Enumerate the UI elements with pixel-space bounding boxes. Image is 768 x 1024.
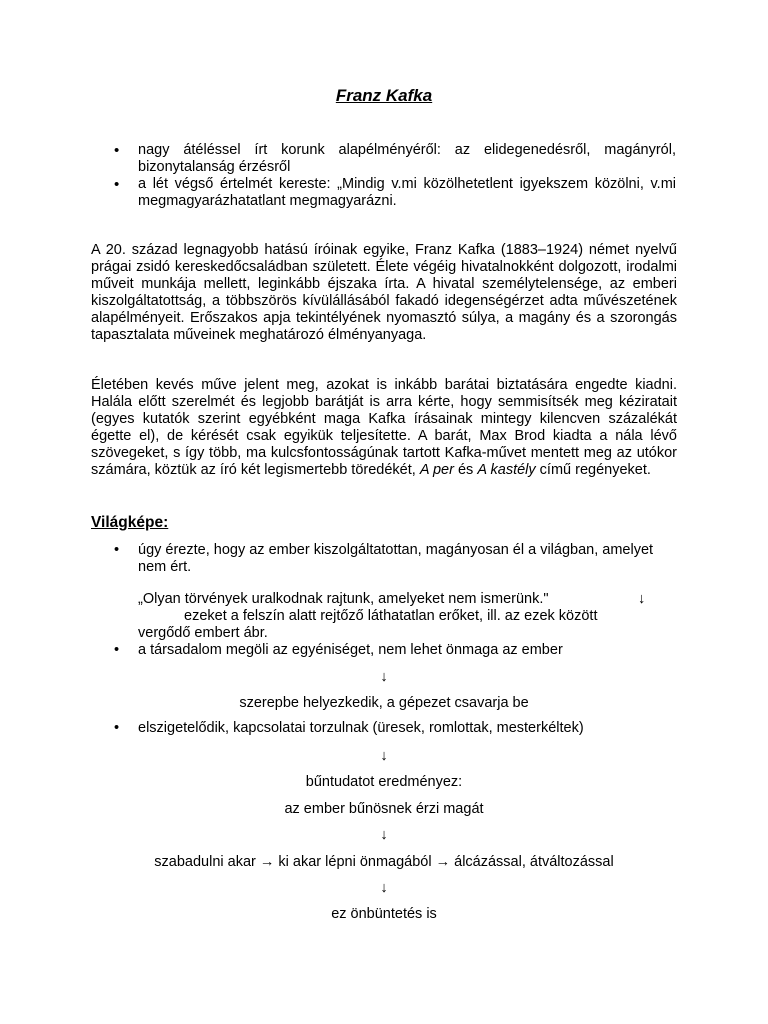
role-line: szerepbe helyezkedik, a gépezet csavarja be [239, 695, 529, 711]
worldview-bullet-2-text: a társadalom megöli az egyéniséget, nem lehet önmaga az ember [138, 642, 563, 658]
kafka-quote-block [138, 591, 658, 642]
work-title-a-kastely: A kastély [477, 462, 536, 478]
kafka-quote: „Olyan törvények uralkodnak rajtunk, amelyeket nem ismerünk." [138, 591, 549, 607]
bullet-icon: • [114, 720, 120, 736]
legacy-text: Életében kevés műve jelent meg, azokat is inkább barátai biztatására engedte kiadni. Halála előtt szerelmét és legjobb barátját is arra kérte, hogy semmisítsék meg kéziratait (egyes kutatók szerint egyébként maga Kafka írásainak mintegy kilencven százalékát égette el), de kérését csak egyikük teljesítette. A barát, Max Brod kiadta a nála lévő szövegeket, s így több, ma kulcsfontosságúnak tartott Kafka-művet mentett meg az utókor számára, köztük az író két legismertebb töredékét, [91, 377, 677, 478]
intro-bullet-1: • nagy átéléssel írt korunk alapélményéről: az elidegenedésről, magányról, bizonytalanság érzésről [112, 142, 676, 176]
worldview-bullet-3 [112, 720, 672, 737]
worldview-bullet-1-text: úgy érezte, hogy az ember kiszolgáltatottan, magányosan él a világban, amelyet nem ért. [138, 542, 654, 575]
worldview-bullet-3-text: elszigetelődik, kapcsolatai torzulnak (üresek, romlottak, mesterkéltek) [138, 720, 584, 736]
worldview-bullet-2 [112, 642, 672, 659]
legacy-and: és [457, 462, 474, 478]
self-punishment-line: ez önbüntetés is [331, 906, 437, 922]
guilt-line-2: az ember bűnösnek érzi magát [284, 801, 484, 817]
down-arrow-icon: ↓ [380, 827, 388, 843]
intro-bullet-2: • a lét végső értelmét kereste: „Mindig v.mi közölhetetlent igyekszem közölni, v.mi megmagyarázhatatlant megmagyarázni. [112, 176, 676, 210]
work-title-a-per: A per [419, 462, 454, 478]
legacy-ending: című regényeket. [539, 462, 651, 478]
quote-explanation: ezeket a felszín alatt rejtőző láthatatlan erőket, ill. az ezek között [184, 608, 598, 624]
quote-explanation-end: vergődő embert ábr. [138, 625, 268, 641]
down-arrow-icon: ↓ [380, 880, 388, 896]
guilt-line-1: bűntudatot eredményez: [305, 774, 463, 790]
down-arrow-icon: ↓ [638, 591, 646, 607]
down-arrow-icon: ↓ [380, 748, 388, 764]
document-title: Franz Kafka [335, 86, 433, 105]
down-arrow-icon: ↓ [380, 669, 388, 685]
worldview-bullet-1 [112, 542, 672, 576]
biography-paragraph: A 20. század legnagyobb hatású íróinak egyike, Franz Kafka (1883–1924) német nyelvű prágai zsidó kereskedőcsaládban született. Élete végéig hivatalnokként dolgozott, irodalmi műveit munkája mellett, leginkább éjszaka írta. A hivatal személytelensége, az emberi kiszolgáltatottság, a többszörös kívülállásából fakadó idegenségérzet adta művészetének alapélményeit. Erőszakos apja tekintélyének nyomasztó súlya, a magány és a szorongás tapasztalata műveinek meghatározó élményanyaga. [91, 242, 677, 343]
escape-line: szabadulni akar → ki akar lépni önmagából → álcázással, átváltozással [154, 854, 614, 870]
intro-bullet-list [112, 142, 676, 210]
bullet-icon: • [114, 642, 120, 658]
bullet-icon: • [114, 542, 120, 558]
section-title-worldview: Világképe: [91, 514, 169, 531]
legacy-paragraph [91, 377, 677, 479]
